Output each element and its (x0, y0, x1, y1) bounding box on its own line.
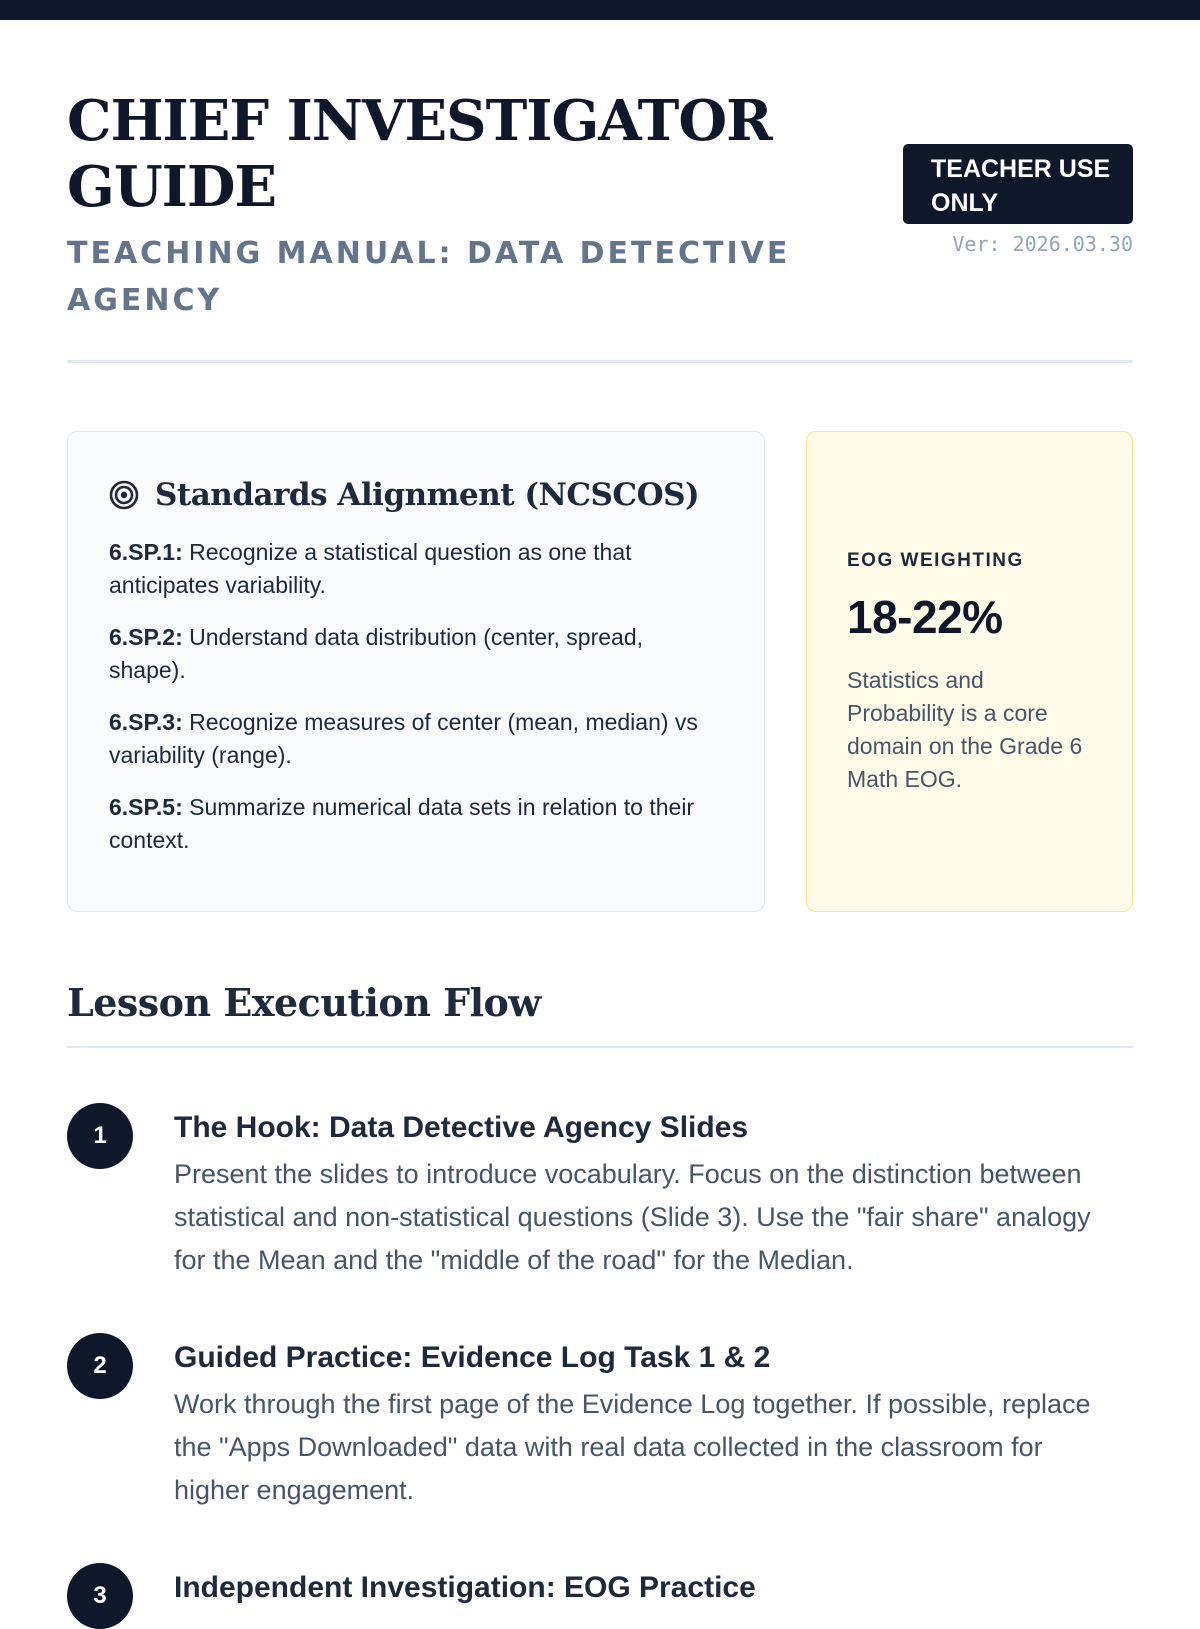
standard-item (109, 536, 724, 602)
standard-code: 6.SP.3: (109, 709, 183, 735)
page-subtitle: TEACHING MANUAL: DATA DETECTIVE AGENCY (67, 236, 791, 318)
standard-item (109, 621, 724, 687)
eog-weighting-card (806, 431, 1133, 912)
step-description: Work through the first page of the Evidence Log together. If possible, replace the "Apps Downloaded" data with real data collected in the classroom for higher engagement. (174, 1389, 1091, 1505)
version-label: Ver: 2026.03.30 (952, 232, 1133, 256)
top-bar (0, 0, 1200, 20)
standard-item (109, 791, 724, 857)
step-title: Guided Practice: Evidence Log Task 1 & 2 (174, 1341, 771, 1374)
flow-divider (67, 1046, 1133, 1048)
step-number-badge: 1 (67, 1103, 133, 1169)
standard-code: 6.SP.5: (109, 794, 183, 820)
step-number-badge: 2 (67, 1333, 133, 1399)
header-divider (67, 360, 1133, 363)
step-number-badge: 3 (67, 1563, 133, 1629)
step-description: Present the slides to introduce vocabulary. Focus on the distinction between statistical and non-statistical questions (Slide 3). Use the "fair share" analogy for the Mean and the "middle of the road" for the Median. (174, 1159, 1091, 1275)
eog-description: Statistics and Probability is a core domain on the Grade 6 Math EOG. (847, 667, 1083, 792)
header (67, 88, 1133, 318)
eog-value: 18-22% (847, 591, 1003, 643)
standard-text: Summarize numerical data sets in relation to their context. (109, 794, 695, 853)
standard-item (109, 706, 724, 772)
standard-code: 6.SP.1: (109, 539, 183, 565)
step-title: Independent Investigation: EOG Practice (174, 1571, 756, 1604)
lesson-flow-title: Lesson Execution Flow (67, 980, 541, 1025)
standard-code: 6.SP.2: (109, 624, 183, 650)
page-title: CHIEF INVESTIGATOR GUIDE (67, 88, 772, 220)
eog-label: EOG WEIGHTING (847, 550, 1024, 571)
standard-text: Recognize a statistical question as one that anticipates variability. (109, 539, 632, 598)
standard-text: Recognize measures of center (mean, median) vs variability (range). (109, 709, 698, 768)
step-title: The Hook: Data Detective Agency Slides (174, 1111, 749, 1144)
teacher-use-badge: TEACHER USE ONLY (903, 144, 1133, 224)
target-icon (109, 480, 139, 510)
standards-title: Standards Alignment (NCSCOS) (155, 477, 700, 513)
standards-header (109, 472, 724, 518)
standard-text: Understand data distribution (center, spread, shape). (109, 624, 644, 683)
standards-card (67, 431, 765, 912)
